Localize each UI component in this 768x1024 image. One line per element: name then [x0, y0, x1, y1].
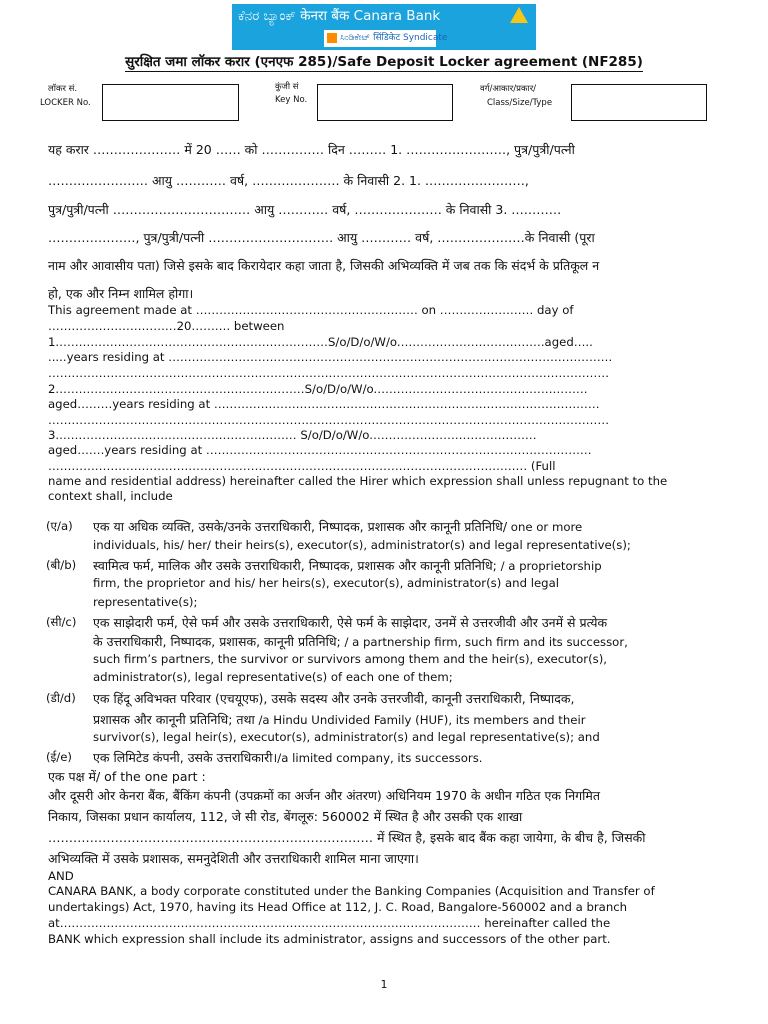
- hindi-bank-line: अभिव्यक्ति में उसके प्रशासक, समनुदेशिती और उत्तराधिकारी शामिल माना जाएगा।: [48, 851, 419, 866]
- english-intro-line: ……………………………20………. between: [48, 319, 285, 333]
- english-intro-line: aged…….years residing at ………………………………………………………………………………………: [48, 443, 592, 457]
- syndicate-logo: [324, 30, 448, 47]
- english-intro-line: …………………………………………………………………………………………………………… (Full: [48, 459, 556, 473]
- clause-marker: (ई/e): [46, 750, 72, 764]
- canara-bank-banner: [232, 4, 536, 50]
- clause-marker: (ए/a): [46, 519, 73, 533]
- locker-no-label-hi: लॉकर सं.: [48, 84, 78, 94]
- clause-line: एक या अधिक व्यक्ति, उसके/उनके उत्तराधिकारी, निष्पादक, प्रशासक और कानूनी प्रतिनिधि/ one or more: [93, 519, 583, 534]
- clause-line: administrator(s), legal representative(s) of each one of them;: [93, 670, 453, 684]
- english-bank-line: undertakings) Act, 1970, having its Head Office at 112, J. C. Road, Bangalore-560002 and a branch: [48, 900, 628, 914]
- hindi-intro-line: यह करार ………………… में 20 …… को …………… दिन ……… 1. ……………………, पुत्र/पुत्री/पत्नी: [48, 142, 575, 157]
- page-title: सुरक्षित जमा लॉकर करार (एनएफ 285)/Safe Deposit Locker agreement (NF285): [125, 54, 643, 70]
- clause-line: एक लिमिटेड कंपनी, उसके उत्तराधिकारी।/a limited company, its successors.: [93, 750, 483, 765]
- clause-marker: (डी/d): [46, 691, 76, 705]
- clause-line: such firm’s partners, the survivor or survivors among them and the heir(s), executor(s),: [93, 652, 607, 666]
- hindi-bank-line: और दूसरी ओर केनरा बैंक, बैंकिंग कंपनी (उपक्रमों का अर्जन और अंतरण) अधिनियम 1970 के अधीन गठित एक निगमित: [48, 788, 601, 803]
- english-bank-line: CANARA BANK, a body corporate constituted under the Banking Companies (Acquisition and Transfer of: [48, 884, 655, 898]
- english-intro-line: 1.……………………………………………………………S/o/D/o/W/o.……………………………….aged…..: [48, 335, 593, 349]
- one-part-line: एक पक्ष में/ of the one part :: [48, 769, 206, 784]
- hindi-intro-line: …………………… आयु ………… वर्ष, ………………… के निवासी 2. 1. ……………………,: [48, 173, 529, 188]
- clause-line: survivor(s), legal heir(s), executor(s), administrator(s) and legal representative(s); and: [93, 730, 600, 744]
- english-intro-line: This agreement made at ………………………………………………… on …………………… day of: [48, 303, 574, 317]
- locker-no-label-en: LOCKER No.: [40, 98, 91, 108]
- bank-name: ಕೆನರ ಬ್ಯಾಂಕ್ केनरा बैंक Canara Bank: [238, 8, 441, 24]
- locker-no-field[interactable]: [102, 84, 239, 121]
- class-label-en: Class/Size/Type: [487, 98, 553, 108]
- class-size-type-field[interactable]: [571, 84, 707, 121]
- hindi-bank-line: निकाय, जिसका प्रधान कार्यालय, 112, जे सी रोड, बेंगलूरु: 560002 में स्थित है और उसकी एक शाखा: [48, 809, 523, 824]
- english-intro-line: ………………………………………………………………………………………………………………………………: [48, 413, 609, 427]
- english-bank-line: BANK which expression shall include its administrator, assigns and successors of the other part.: [48, 932, 611, 946]
- clause-line: के उत्तराधिकारी, निष्पादक, प्रशासक, कानूनी प्रतिनिधि; / a partnership firm, such firm and its successor,: [93, 634, 628, 649]
- english-intro-line: context shall, include: [48, 489, 173, 503]
- key-no-label-hi: कुंजी सं: [275, 82, 299, 92]
- clause-line: एक हिंदू अविभक्त परिवार (एचयूएफ), उसके सदस्य और उनके उत्तरजीवी, कानूनी उत्तराधिकारी, निष्पादक,: [93, 691, 575, 706]
- syndicate-label: ಸಿಂಡಿಕೇಟ್ सिंडिकेट Syndicate: [340, 33, 448, 43]
- key-no-label-en: Key No.: [275, 95, 308, 105]
- clause-line: firm, the proprietor and his/ her heirs(s), executor(s), administrator(s) and legal: [93, 576, 559, 590]
- english-bank-line: AND: [48, 869, 74, 883]
- clause-line: प्रशासक और कानूनी प्रतिनिधि; तथा /a Hindu Undivided Family (HUF), its members and their: [93, 712, 586, 727]
- hindi-intro-line: …………………, पुत्र/पुत्री/पत्नी ………………………… आयु ………… वर्ष, …………………के निवासी (पूरा: [48, 230, 595, 245]
- hindi-intro-line: पुत्र/पुत्री/पत्नी …………………………… आयु ………… वर्ष, ………………… के निवासी 3. …………: [48, 202, 562, 217]
- class-label-hi: वर्ग/आकार/प्रकार/: [480, 84, 537, 94]
- english-intro-line: 2.………………………………………………………S/o/D/o/W/o.………………………………………………: [48, 382, 588, 396]
- english-intro-line: name and residential address) hereinafter called the Hirer which expression shall unless repugnant to the: [48, 474, 668, 488]
- clause-line: एक साझेदारी फर्म, ऐसे फर्म और उसके उत्तराधिकारी, ऐसे फर्म के साझेदार, उनमें से उत्तरजीवी और उनमें से प्रत्येक: [93, 615, 608, 630]
- clause-line: representative(s);: [93, 595, 198, 609]
- english-bank-line: at……………………………………………………………………………………………… hereinafter called the: [48, 916, 611, 930]
- hindi-intro-line: हो, एक और निम्न शामिल होगा।: [48, 286, 194, 301]
- english-intro-line: 3..…………………………………………………… S/o/D/o/W/o.……………………………………: [48, 428, 537, 442]
- page-number: 1: [380, 978, 388, 991]
- syndicate-mark-icon: [327, 33, 337, 43]
- english-intro-line: .....years residing at ……………………………………………………………………………………………………: [48, 350, 613, 364]
- hindi-intro-line: नाम और आवासीय पता) जिसे इसके बाद किरायेदार कहा जाता है, जिसकी अभिव्यक्ति में जब तक कि संदर्भ के प्रतिकूल न: [48, 258, 600, 273]
- canara-logo-icon: [510, 7, 528, 23]
- clause-marker: (सी/c): [46, 615, 77, 629]
- clause-line: individuals, his/ her/ their heirs(s), executor(s), administrator(s) and legal representative(s);: [93, 538, 631, 552]
- key-no-field[interactable]: [317, 84, 453, 121]
- clause-marker: (बी/b): [46, 558, 77, 572]
- english-intro-line: ………………………………………………………………………………………………………………………………: [48, 366, 609, 380]
- hindi-bank-line: …………………………………………………………………… में स्थित है, इसके बाद बैंक कहा जायेगा, के बीच है, जिसकी: [48, 830, 646, 845]
- english-intro-line: aged………years residing at ………………………………………………………………………………………: [48, 397, 600, 411]
- clause-line: स्वामित्व फर्म, मालिक और उसके उत्तराधिकारी, निष्पादक, प्रशासक और कानूनी प्रतिनिधि; / a proprietorship: [93, 558, 602, 573]
